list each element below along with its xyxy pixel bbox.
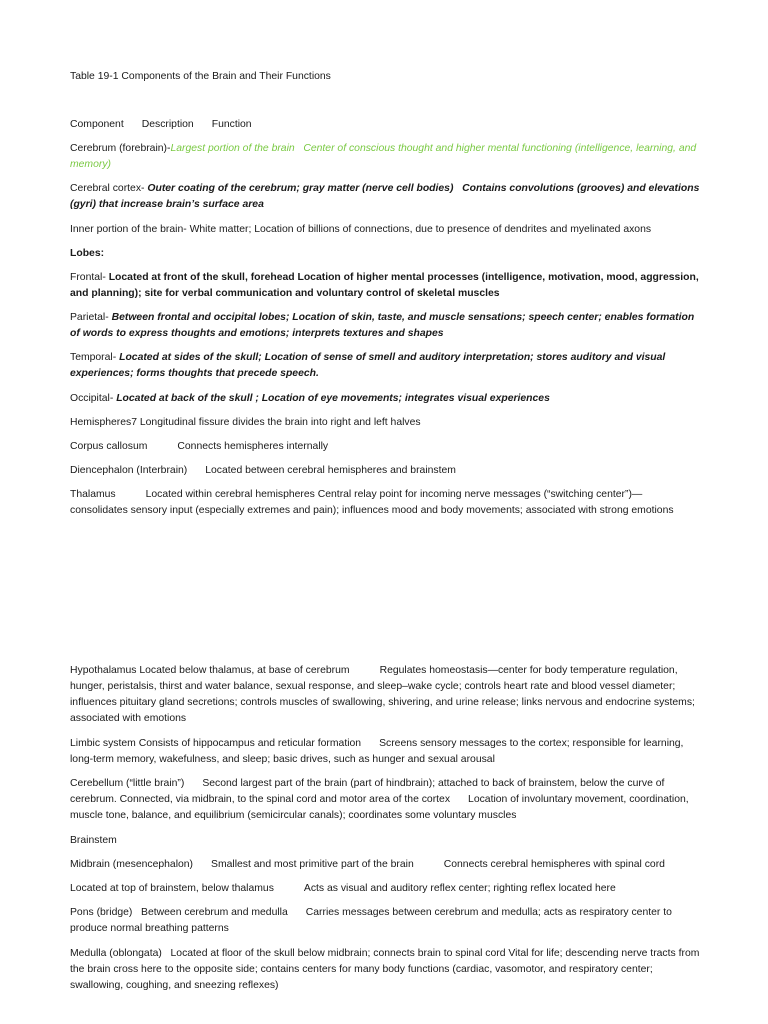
brainstem-heading: Brainstem <box>70 835 117 846</box>
hypothalamus-function: Regulates homeostasis—center for body temperature regulation, hunger, peristalsis, thirst and water balance, sexual response, and sleep–wake cycle; controls heart rate and blood vessel diameter; influences pituitary gland secretions; controls muscles of swallowing, shivering, and urine release; links nervous and endocrine systems; associated with emotions <box>70 665 695 724</box>
limbic-function: Screens sensory messages to the cortex; responsible for learning, long-term memory, wakefulness, and sleep; basic drives, such as hunger and sexual arousal <box>70 738 684 765</box>
located-top-description: Located at top of brainstem, below thalamus <box>70 883 274 894</box>
row-occipital <box>70 391 700 407</box>
limbic-name: Limbic system <box>70 738 136 749</box>
row-thalamus <box>70 487 700 519</box>
diencephalon-name: Diencephalon (Interbrain) <box>70 465 188 476</box>
located-top-function: Acts as visual and auditory reflex center; righting reflex located here <box>303 883 616 894</box>
row-inner-portion: Inner portion of the brain- White matter; Location of billions of connections, due to presence of dendrites and myelinated axons <box>70 224 652 235</box>
cortex-function: Contains convolutions (grooves) and elevations (gyri) that increase brain’s surface area <box>70 183 700 210</box>
frontal-name: Frontal- <box>70 272 106 283</box>
row-cerebral-cortex <box>70 181 700 213</box>
pons-description: Between cerebrum and medulla <box>141 907 288 918</box>
cerebrum-function: Center of conscious thought and higher mental functioning (intelligence, learning, and memory) <box>70 143 697 170</box>
table-header <box>70 117 700 133</box>
row-diencephalon <box>70 463 700 479</box>
thalamus-name: Thalamus <box>70 489 116 500</box>
row-hypothalamus <box>70 663 700 727</box>
parietal-name: Parietal- <box>70 312 109 323</box>
medulla-function: Vital for life; descending nerve tracts from the brain cross here to the opposite side; contains centers for many body functions (cardiac, vasomotor, and respiratory center; swallowing, coughing, and sneezing reflexes) <box>70 948 700 991</box>
limbic-description: Consists of hippocampus and reticular formation <box>138 738 362 749</box>
thalamus-function: Central relay point for incoming nerve messages (“switching center”)—consolidates sensory input (especially extremes and pain); influences mood and body movements; associated with strong emotions <box>70 489 674 516</box>
row-frontal <box>70 270 700 302</box>
row-located-top <box>70 881 700 897</box>
parietal-text: Between frontal and occipital lobes; Location of skin, taste, and muscle sensations; speech center; enables formation of words to express thoughts and emotions; interprets textures and shapes <box>70 312 695 339</box>
row-cerebrum <box>70 141 700 173</box>
cortex-description: Outer coating of the cerebrum; gray matter (nerve cell bodies) <box>147 183 454 194</box>
cortex-name: Cerebral cortex- <box>70 183 145 194</box>
row-parietal <box>70 310 700 342</box>
medulla-name: Medulla (oblongata) <box>70 948 162 959</box>
row-midbrain <box>70 857 700 873</box>
cerebellum-function: Location of involuntary movement, coordination, muscle tone, balance, and equilibrium (semicircular canals); coordinates some voluntary muscles <box>70 794 689 821</box>
corpus-name: Corpus callosum <box>70 441 148 452</box>
thalamus-description: Located within cerebral hemispheres <box>145 489 315 500</box>
cerebrum-name: Cerebrum (forebrain)- <box>70 143 171 154</box>
midbrain-function: Connects cerebral hemispheres with spinal cord <box>443 859 665 870</box>
row-temporal <box>70 350 700 382</box>
pons-function: Carries messages between cerebrum and medulla; acts as respiratory center to produce normal breathing patterns <box>70 907 672 934</box>
row-limbic-system <box>70 736 700 768</box>
medulla-description: Located at floor of the skull below midbrain; connects brain to spinal cord <box>170 948 506 959</box>
cerebrum-description: Largest portion of the brain <box>170 143 295 154</box>
cerebellum-description: Second largest part of the brain (part of hindbrain); attached to back of brainstem, below the curve of cerebrum. Connected, via midbrain, to the spinal cord and motor area of the cortex <box>70 778 665 805</box>
lobes-heading: Lobes: <box>70 248 105 259</box>
occipital-text: Located at back of the skull ; Location of eye movements; integrates visual experiences <box>116 393 550 404</box>
row-pons <box>70 905 700 937</box>
corpus-description: Connects hemispheres internally <box>177 441 329 452</box>
header-description: Description <box>141 119 194 130</box>
hypothalamus-description: Located below thalamus, at base of cerebrum <box>139 665 350 676</box>
pons-name: Pons (bridge) <box>70 907 133 918</box>
occipital-name: Occipital- <box>70 393 114 404</box>
header-component: Component <box>70 119 124 130</box>
frontal-text: Located at front of the skull, forehead Location of higher mental processes (intelligence, motivation, mood, aggression, and planning); site for verbal communication and voluntary control of skeletal muscles <box>70 272 699 299</box>
row-corpus-callosum <box>70 439 700 455</box>
cerebellum-name: Cerebellum (“little brain”) <box>70 778 185 789</box>
row-medulla <box>70 946 700 994</box>
row-hemispheres: Hemispheres7 Longitudinal fissure divides the brain into right and left halves <box>70 417 421 428</box>
table-title: Table 19-1 Components of the Brain and Their Functions <box>70 71 331 82</box>
row-cerebellum <box>70 776 700 824</box>
temporal-text: Located at sides of the skull; Location of sense of smell and auditory interpretation; stores auditory and visual experiences; forms thoughts that precede speech. <box>70 352 666 379</box>
midbrain-description: Smallest and most primitive part of the brain <box>211 859 414 870</box>
midbrain-name: Midbrain (mesencephalon) <box>70 859 194 870</box>
temporal-name: Temporal- <box>70 352 117 363</box>
header-function: Function <box>211 119 252 130</box>
diencephalon-description: Located between cerebral hemispheres and brainstem <box>205 465 456 476</box>
hypothalamus-name: Hypothalamus <box>70 665 137 676</box>
